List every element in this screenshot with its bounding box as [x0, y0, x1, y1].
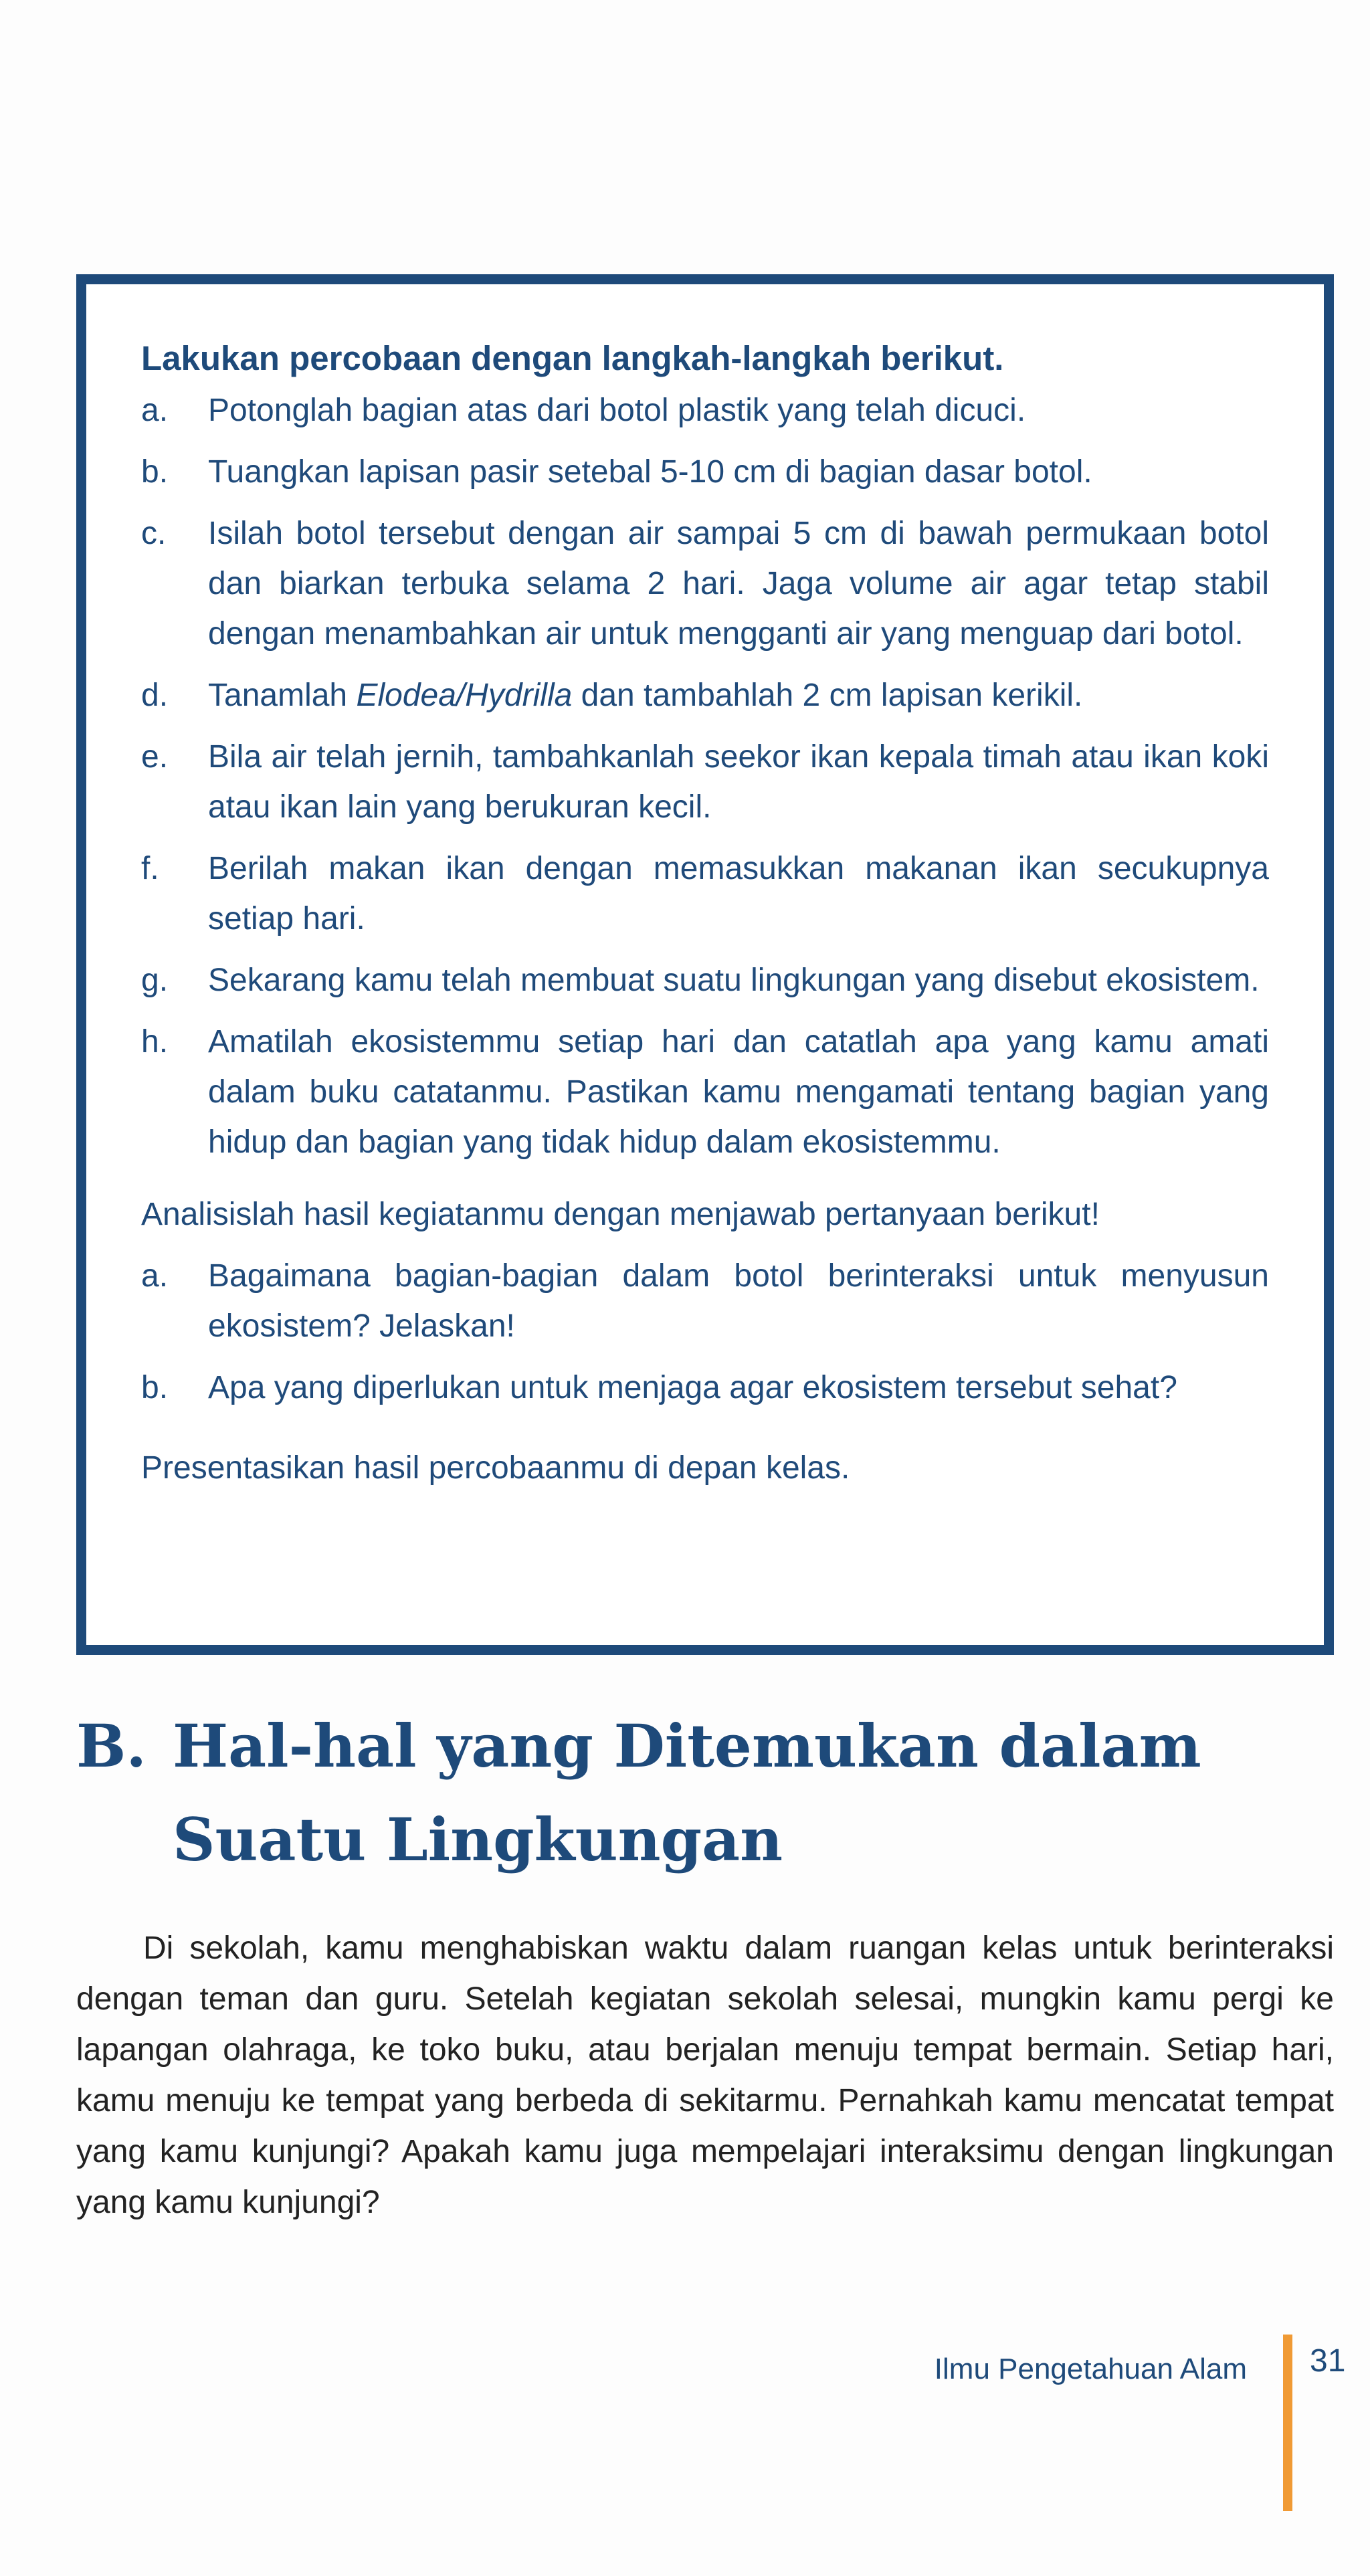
- step-letter: g.: [141, 963, 169, 998]
- closing-instruction: Presentasikan hasil percobaanmu di depan kelas.: [141, 1450, 850, 1486]
- list-item: [141, 1251, 1269, 1351]
- step-letter: c.: [141, 516, 167, 551]
- step-list: [141, 385, 1269, 1167]
- activity-box: [76, 274, 1334, 1655]
- list-item: [141, 732, 1269, 832]
- step-letter: h.: [141, 1024, 169, 1060]
- question-letter: b.: [141, 1370, 169, 1405]
- step-text: Tuangkan lapisan pasir setebal 5-10 cm di bagian dasar botol.: [208, 454, 1092, 490]
- step-letter: d.: [141, 678, 169, 713]
- question-text: Bagaimana bagian-bagian dalam botol berinteraksi untuk menyusun ekosistem? Jelaskan!: [208, 1258, 1269, 1344]
- step-text: Potonglah bagian atas dari botol plastik yang telah dicuci.: [208, 393, 1026, 428]
- step-text: Isilah botol tersebut dengan air sampai 5 cm di bawah permukaan botol dan biarkan terbuka selama 2 hari. Jaga volume air agar tetap stabil dengan menambahkan air untuk mengganti air yang menguap dari botol.: [208, 516, 1269, 652]
- list-item: [141, 844, 1269, 944]
- step-text: Amatilah ekosistemmu setiap hari dan catatlah apa yang kamu amati dalam buku catatanmu. Pastikan kamu mengamati tentang bagian yang hidup dan bagian yang tidak hidup dalam ekosistemmu.: [208, 1024, 1269, 1160]
- list-item: [141, 955, 1269, 1005]
- step-text-start: Tanamlah: [208, 678, 357, 713]
- step-text-end: dan tambahlah 2 cm lapisan kerikil.: [572, 678, 1083, 713]
- step-text: Berilah makan ikan dengan memasukkan makanan ikan secukupnya setiap hari.: [208, 851, 1269, 936]
- plant-name: Elodea/Hydrilla: [356, 678, 573, 713]
- question-letter: a.: [141, 1258, 169, 1294]
- step-letter: e.: [141, 739, 169, 775]
- section-heading: [76, 1712, 1201, 1873]
- activity-title: Lakukan percobaan dengan langkah-langkah berikut.: [141, 339, 1004, 377]
- step-text: Sekarang kamu telah membuat suatu lingkungan yang disebut ekosistem.: [208, 963, 1260, 998]
- section-paragraph: Di sekolah, kamu menghabiskan waktu dalam ruangan kelas untuk berinteraksi dengan teman dan guru. Setelah kegiatan sekolah selesai, mungkin kamu pergi ke lapangan olahraga, ke toko buku, atau berjalan menuju tempat bermain. Setiap hari, kamu menuju ke tempat yang berbeda di sekitarmu. Pernahkah kamu mencatat tempat yang kamu kunjungi? Apakah kamu juga mempelajari interaksimu dengan lingkungan yang kamu kunjungi?: [76, 1930, 1334, 2220]
- section-number: B.: [76, 1711, 147, 1781]
- step-text: [208, 670, 1269, 720]
- question-text: Apa yang diperlukan untuk menjaga agar ekosistem tersebut sehat?: [208, 1370, 1177, 1405]
- step-letter: f.: [141, 851, 159, 886]
- section-title-line2: Suatu Lingkungan: [173, 1805, 783, 1874]
- analysis-intro: Analisislah hasil kegiatanmu dengan menjawab pertanyaan berikut!: [141, 1197, 1100, 1232]
- footer-book-title: Ilmu Pengetahuan Alam: [934, 2353, 1247, 2385]
- step-letter: a.: [141, 393, 169, 428]
- section-title-line1: Hal-hal yang Ditemukan dalam: [173, 1711, 1201, 1781]
- footer-accent-bar: [1283, 2335, 1292, 2511]
- list-item: [141, 447, 1269, 497]
- question-list: [141, 1251, 1269, 1413]
- step-letter: b.: [141, 454, 169, 490]
- list-item: [141, 1363, 1269, 1413]
- list-item: [141, 1017, 1269, 1167]
- list-item: [141, 670, 1269, 720]
- page-number: 31: [1310, 2343, 1346, 2379]
- list-item: [141, 385, 1269, 435]
- list-item: [141, 508, 1269, 659]
- step-text: Bila air telah jernih, tambahkanlah seekor ikan kepala timah atau ikan koki atau ikan lain yang berukuran kecil.: [208, 739, 1269, 825]
